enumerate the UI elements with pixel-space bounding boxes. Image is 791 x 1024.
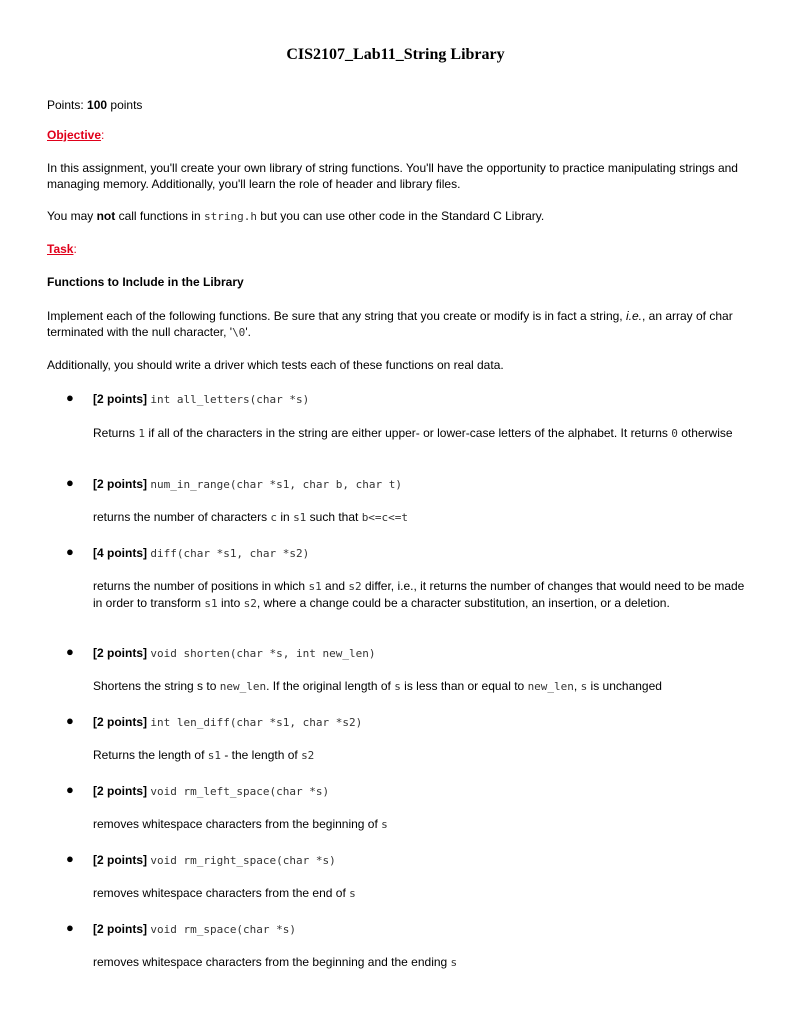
text: into bbox=[217, 596, 244, 610]
code: new_len bbox=[219, 680, 267, 693]
text: otherwise bbox=[677, 426, 733, 440]
function-signature bbox=[93, 921, 753, 938]
functions-subheading: Functions to Include in the Library bbox=[47, 275, 244, 289]
driver-paragraph: Additionally, you should write a driver which tests each of these functions on real data. bbox=[47, 358, 504, 372]
function-signature bbox=[93, 714, 753, 731]
code: s bbox=[580, 680, 588, 693]
signature-code: void rm_space(char *s) bbox=[150, 923, 297, 936]
text: removes whitespace characters from the beginning of bbox=[93, 817, 382, 831]
text: , where a change could be a character substitution, an insertion, or a deletion. bbox=[256, 596, 670, 610]
code: 0 bbox=[671, 427, 678, 440]
bullet-icon: ● bbox=[66, 644, 74, 659]
objective-heading-line: Objective: bbox=[47, 128, 105, 142]
text: returns the number of positions in which bbox=[93, 579, 309, 593]
function-signature bbox=[93, 545, 753, 562]
function-description bbox=[93, 816, 753, 833]
function-description bbox=[93, 885, 753, 902]
function-signature bbox=[93, 645, 753, 662]
ie-italic: i.e. bbox=[625, 309, 642, 323]
function-description bbox=[93, 678, 753, 695]
text: removes whitespace characters from the beginning and the ending bbox=[93, 955, 451, 969]
signature-code: void rm_left_space(char *s) bbox=[150, 785, 330, 798]
code: s bbox=[394, 680, 401, 693]
signature-code: void shorten(char *s, int new_len) bbox=[150, 647, 376, 660]
task-heading: Task bbox=[47, 242, 74, 256]
points-badge: [2 points] bbox=[93, 853, 147, 867]
task-heading-line: Task: bbox=[47, 242, 77, 256]
text: . If the original length of bbox=[266, 679, 395, 693]
bullet-icon: ● bbox=[66, 920, 74, 935]
function-signature bbox=[93, 852, 753, 869]
code: s1 bbox=[293, 511, 307, 524]
function-description bbox=[93, 425, 753, 442]
code-null-char: \0 bbox=[232, 326, 246, 339]
points-badge: [2 points] bbox=[93, 392, 147, 406]
text: is less than or equal to bbox=[400, 679, 528, 693]
code: s1 bbox=[204, 597, 218, 610]
document-title: CIS2107_Lab11_String Library bbox=[286, 46, 505, 63]
text: is unchanged bbox=[587, 679, 662, 693]
bullet-icon: ● bbox=[66, 851, 74, 866]
points-line bbox=[47, 97, 757, 113]
signature-code: void rm_right_space(char *s) bbox=[150, 854, 336, 867]
text: in bbox=[277, 510, 294, 524]
code: c bbox=[270, 511, 278, 524]
points-badge: [2 points] bbox=[93, 477, 147, 491]
bullet-icon: ● bbox=[66, 544, 74, 559]
restriction-paragraph bbox=[47, 208, 757, 225]
signature-code: diff(char *s1, char *s2) bbox=[150, 547, 310, 560]
text: , an array of char terminated with the null character, ' bbox=[47, 309, 733, 339]
points-unit: points bbox=[110, 98, 143, 112]
points-badge: [2 points] bbox=[93, 646, 147, 660]
code: s bbox=[381, 818, 388, 831]
text: Implement each of the following functions. Be sure that any string that you create or modify is in fact a string, bbox=[47, 309, 626, 323]
text: if all of the characters in the string are either upper- or lower-case letters of the alphabet. It returns bbox=[144, 426, 672, 440]
bullet-icon: ● bbox=[66, 390, 74, 405]
text: differ, i.e., it returns the number of changes that would need to be made in order to transform bbox=[93, 579, 745, 610]
text: - the length of bbox=[221, 748, 302, 762]
points-badge: [2 points] bbox=[93, 784, 147, 798]
code: s1 bbox=[207, 749, 221, 762]
bullet-icon: ● bbox=[66, 475, 74, 490]
text: removes whitespace characters from the end of bbox=[93, 886, 350, 900]
code: s2 bbox=[243, 597, 257, 610]
code: s bbox=[450, 956, 458, 969]
code: b<=c<=t bbox=[361, 511, 409, 524]
bullet-icon: ● bbox=[66, 713, 74, 728]
points-value: 100 bbox=[87, 98, 108, 112]
code: 1 bbox=[138, 427, 145, 440]
text: , bbox=[573, 679, 581, 693]
points-badge: [2 points] bbox=[93, 715, 147, 729]
text: returns the number of characters bbox=[93, 510, 271, 524]
points-badge: [4 points] bbox=[93, 546, 147, 560]
points-label: Points: bbox=[47, 98, 84, 112]
function-description bbox=[93, 509, 753, 526]
function-description bbox=[93, 954, 753, 971]
signature-code: num_in_range(char *s1, char b, char t) bbox=[150, 478, 403, 491]
text: '. bbox=[245, 325, 251, 339]
text: Returns the length of bbox=[93, 748, 208, 762]
implement-paragraph bbox=[47, 308, 757, 341]
bullet-icon: ● bbox=[66, 782, 74, 797]
function-signature bbox=[93, 783, 753, 800]
text: call functions in bbox=[115, 209, 204, 223]
function-description bbox=[93, 747, 753, 764]
text: You may bbox=[47, 209, 97, 223]
text: Shortens the string s to bbox=[93, 679, 220, 693]
signature-code: int all_letters(char *s) bbox=[150, 393, 310, 406]
code: s2 bbox=[348, 580, 362, 593]
code: new_len bbox=[527, 680, 574, 693]
code: s bbox=[349, 887, 356, 900]
function-signature bbox=[93, 476, 753, 493]
objective-heading: Objective bbox=[47, 128, 102, 142]
text: such that bbox=[306, 510, 362, 524]
code: s1 bbox=[308, 580, 322, 593]
not-emphasis: not bbox=[96, 209, 116, 223]
text: Returns bbox=[93, 426, 139, 440]
text: and bbox=[321, 579, 349, 593]
points-badge: [2 points] bbox=[93, 922, 147, 936]
function-signature bbox=[93, 391, 753, 408]
objective-paragraph: In this assignment, you'll create your own library of string functions. You'll have the opportunity to practice manipulating strings and managing memory. Additionally, you'll learn the role of header and library files. bbox=[47, 161, 738, 191]
signature-code: int len_diff(char *s1, char *s2) bbox=[150, 716, 363, 729]
code-string-h: string.h bbox=[203, 210, 257, 223]
function-description bbox=[93, 578, 753, 612]
code: s2 bbox=[301, 749, 315, 762]
text: but you can use other code in the Standard C Library. bbox=[256, 209, 545, 223]
